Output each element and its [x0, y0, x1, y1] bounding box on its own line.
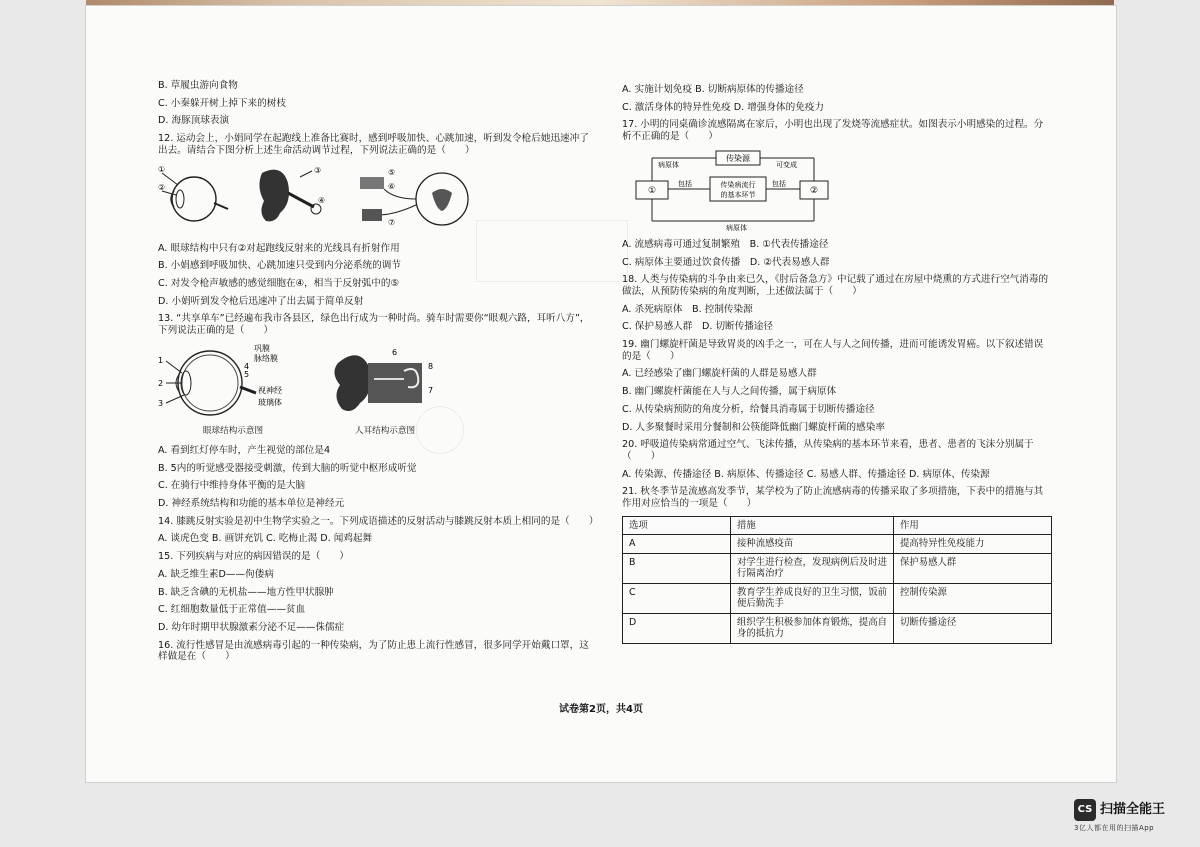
fig-label: ④ — [318, 195, 326, 205]
table-cell: 切断传播途径 — [894, 613, 1052, 643]
q12-option: D. 小娟听到发令枪后迅速冲了出去属于简单反射 — [158, 295, 364, 307]
ear-label: 8 — [428, 361, 434, 371]
ear-structure-figure — [330, 343, 440, 437]
q13-option: C. 在骑行中维持身体平衡的是大脑 — [158, 480, 306, 492]
q16-option: C. 激活身体的特异性免疫 D. 增强身体的免疫力 — [622, 101, 825, 113]
q13-stem: 13. “共享单车”已经遍布我市各县区，绿色出行成为一种时尚。骑车时需要你“眼观六路，耳听八方”，下列说法正确的是（ ） — [158, 313, 590, 337]
eye-label: 1 — [158, 355, 164, 365]
q18-option: A. 杀死病原体 B. 控制传染源 — [622, 303, 753, 315]
q15-option: A. 缺乏维生素D——佝偻病 — [158, 568, 274, 580]
table-cell: 组织学生积极参加体育锻炼，提高自身的抵抗力 — [731, 613, 894, 643]
table-cell: 对学生进行检查，发现病例后及时进行隔离治疗 — [731, 553, 894, 583]
reflex-arc-diagram-icon — [354, 163, 474, 235]
table-row — [623, 613, 1052, 643]
q21-stem: 21. 秋冬季节是流感高发季节，某学校为了防止流感病毒的传播采取了多项措施，下表中的措施与其作用对应恰当的一项是（ ） — [622, 486, 1044, 510]
center-label-line2: 的基本环节 — [720, 190, 756, 199]
eye-structure-icon — [158, 343, 308, 421]
table-cell: 接种流感疫苗 — [731, 535, 894, 553]
table-header-row — [623, 516, 1052, 534]
q15-stem: 15. 下列疾病与对应的病因错误的是（ ） — [158, 551, 349, 563]
table-header: 作用 — [894, 516, 1052, 534]
node-2: ② — [809, 185, 819, 196]
table-cell: 保护易感人群 — [894, 553, 1052, 583]
eye-label: 巩膜 — [254, 343, 270, 353]
q21-table — [622, 516, 1052, 644]
table-cell: 控制传染源 — [894, 583, 1052, 613]
q19-option: B. 幽门螺旋杆菌能在人与人之间传播，属于病原体 — [622, 386, 837, 398]
fig-label: ① — [158, 164, 166, 174]
ear-diagram-icon — [252, 163, 332, 233]
q20-options: A. 传染源、传播途径 B. 病原体、传播途径 C. 易感人群、传播途径 D. 病原体、传染源 — [622, 468, 990, 480]
scanner-logo-icon: CS — [1074, 799, 1096, 821]
q18-option: C. 保护易感人群 D. 切断传播途径 — [622, 321, 774, 333]
pathogen-top-label: 病原体 — [658, 160, 679, 169]
fig-label: ⑤ — [388, 167, 396, 177]
center-label-line1: 传染病流行 — [720, 180, 756, 189]
ear-caption: 人耳结构示意图 — [354, 426, 416, 437]
q13-option: D. 神经系统结构和功能的基本单位是神经元 — [158, 498, 345, 510]
q19-option: C. 从传染病预防的角度分析，给餐具消毒属于切断传播途径 — [622, 403, 875, 415]
eye-label: 5 — [244, 369, 250, 379]
left-column — [158, 80, 599, 669]
q19-stem: 19. 幽门螺旋杆菌是导致胃炎的凶手之一，可在人与人之间传播，进而可能诱发胃癌。以下叙述错误的是（ ） — [622, 339, 1044, 362]
q13-option: B. 5内的听觉感受器接受刺激，传到大脑的听觉中枢形成听觉 — [158, 462, 417, 474]
q12-option: B. 小娟感到呼吸加快、心跳加速只受到内分泌系统的调节 — [158, 260, 401, 272]
eye-label: 4 — [244, 361, 250, 371]
q14-options: A. 谈虎色变 B. 画饼充饥 C. 吃梅止渴 D. 闻鸡起舞 — [158, 533, 373, 545]
q17-option: A. 流感病毒可通过复制繁殖 B. ①代表传播途径 — [622, 238, 829, 250]
node-1: ① — [647, 185, 657, 196]
table-header: 措施 — [731, 516, 894, 534]
q15-option: B. 缺乏含碘的无机盐——地方性甲状腺肿 — [158, 586, 334, 598]
table-cell: 提高特异性免疫能力 — [894, 535, 1052, 553]
eye-label: 3 — [158, 398, 164, 408]
eye-label: 脉络膜 — [254, 353, 278, 363]
pathogen-bottom-label: 病原体 — [726, 223, 747, 232]
eye-label: 玻璃体 — [258, 397, 282, 407]
page-footer: 试卷第2页，共4页 — [559, 704, 643, 715]
scanner-watermark — [1074, 799, 1182, 835]
q14-stem: 14. 膝跳反射实验是初中生物学实验之一。下列成语描述的反射活动与膝跳反射本质上相同的是（ ） — [158, 515, 599, 527]
node-source: 传染源 — [726, 153, 750, 163]
table-cell: C — [623, 583, 731, 613]
q12-option: C. 对发令枪声敏感的感觉细胞在④，相当于反射弧中的⑤ — [158, 277, 400, 289]
fig-label: ⑦ — [388, 217, 396, 227]
eye-structure-figure — [158, 343, 308, 437]
q19-option: A. 已经感染了幽门螺旋杆菌的人群是易感人群 — [622, 368, 817, 380]
exam-sheet — [86, 6, 1116, 782]
ear-structure-icon — [330, 343, 440, 421]
q12-stem: 12. 运动会上，小娟同学在起跑线上准备比赛时，感到呼吸加快、心跳加速，听到发令枪后她迅速冲了出去。请结合下图分析上述生命活动调节过程，下列说法正确的是（ ） — [158, 133, 589, 156]
q12-figure — [158, 163, 596, 235]
infection-flow-diagram — [632, 149, 832, 233]
fig-label: ② — [158, 182, 166, 192]
q19-option: D. 人多聚餐时采用分餐制和公筷能降低幽门螺旋杆菌的感染率 — [622, 421, 885, 433]
q17-option: C. 病原体主要通过饮食传播 D. ②代表易感人群 — [622, 256, 830, 268]
fig-label: ⑥ — [388, 181, 396, 191]
scanner-title: 扫描全能王 — [1100, 802, 1166, 817]
q12-option: A. 眼球结构中只有②对起跑线反射来的光线具有折射作用 — [158, 242, 400, 254]
q20-stem: 20. 呼吸道传染病常通过空气、飞沫传播，从传染病的基本环节来看，患者、患者的飞沫分别属于（ ） — [622, 439, 1034, 462]
table-cell: A — [623, 535, 731, 553]
table-row — [623, 583, 1052, 613]
fig-label: ③ — [314, 165, 322, 175]
q18-stem: 18. 人类与传染病的斗争由来已久，《肘后备急方》中记载了通过在房屋中烧熏的方式进行空气消毒的做法，从预防传染病的角度判断，上述做法属于（ ） — [622, 274, 1049, 297]
eye-label: 2 — [158, 378, 164, 388]
via-left-label: 包括 — [678, 179, 692, 188]
table-row — [623, 553, 1052, 583]
q16-stem: 16. 流行性感冒是由流感病毒引起的一种传染病，为了防止患上流行性感冒，很多同学开始戴口罩，这样做是在（ ） — [158, 639, 589, 663]
q16-option: A. 实施计划免疫 B. 切断病原体的传播途径 — [622, 84, 804, 95]
table-cell: D — [623, 613, 731, 643]
table-header: 选项 — [623, 516, 731, 534]
q15-option: D. 幼年时期甲状腺激素分泌不足——侏儒症 — [158, 621, 345, 633]
via-right-label: 包括 — [772, 179, 786, 188]
q15-option: C. 红细胞数量低于正常值——贫血 — [158, 604, 306, 616]
q17-stem: 17. 小明的同桌确诊流感隔离在家后，小明也出现了发烧等流感症状。如图表示小明感染的过程。分析不正确的是（ ） — [622, 119, 1044, 143]
scanner-subtitle: 3亿人都在用的扫描App — [1074, 824, 1155, 832]
q11-option: C. 小秦躲开树上掉下来的树枝 — [158, 97, 286, 109]
eye-label: 视神经 — [258, 385, 282, 395]
eye-diagram-icon — [158, 163, 230, 233]
table-cell: 教育学生养成良好的卫生习惯，饭前便后勤洗手 — [731, 583, 894, 613]
ear-label: 6 — [392, 347, 398, 357]
table-cell: B — [623, 553, 731, 583]
ear-label: 7 — [428, 385, 434, 395]
q11-option: B. 草履虫游向食物 — [158, 80, 238, 91]
table-row — [623, 535, 1052, 553]
can-become-label: 可变成 — [776, 160, 797, 169]
q11-option: D. 海豚顶球表演 — [158, 115, 230, 127]
q13-figure — [158, 343, 596, 437]
q13-option: A. 看到红灯停车时，产生视觉的部位是4 — [158, 444, 331, 456]
eye-caption: 眼球结构示意图 — [202, 426, 264, 437]
right-column — [622, 84, 1052, 644]
